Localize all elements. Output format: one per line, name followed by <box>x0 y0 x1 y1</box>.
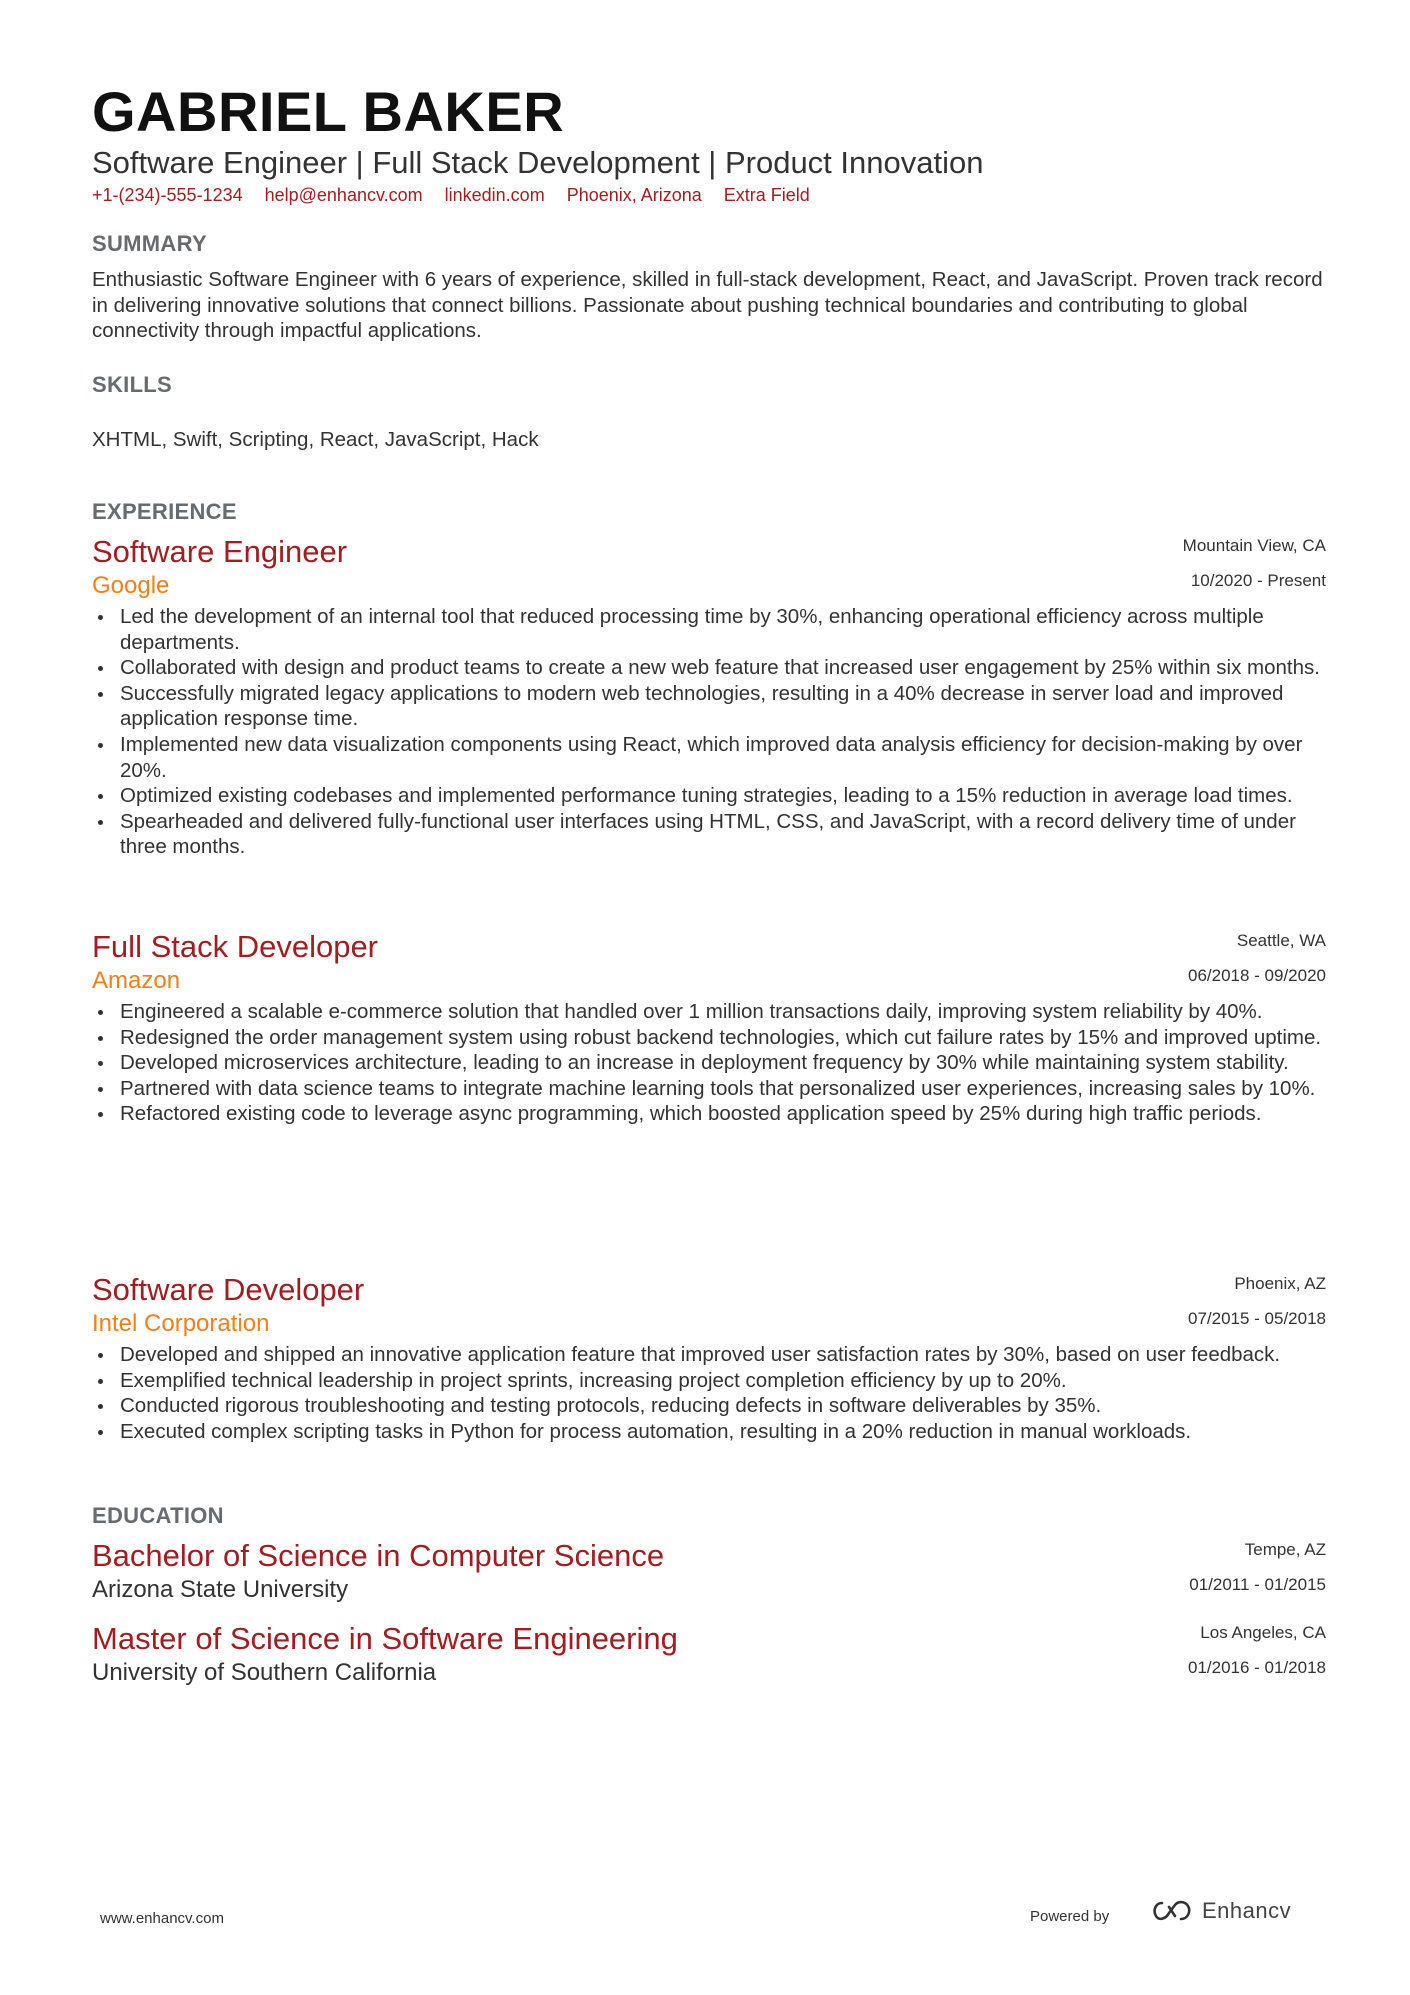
experience-heading: EXPERIENCE <box>92 499 237 524</box>
job-bullets <box>92 604 1326 860</box>
education-entry <box>92 1538 1326 1606</box>
footer-brand: Enhancv <box>1202 1898 1292 1923</box>
skills-heading: SKILLS <box>92 372 173 397</box>
contact-email[interactable]: help@enhancv.com <box>264 185 423 205</box>
summary-text: Enthusiastic Software Engineer with 6 years of experience, skilled in full-stack development, React, and JavaScript. Proven track record in delivering innovative solutions that connect billions. Passionate about pushing technical boundaries and contributing to global connectivity through impactful applications. <box>92 268 1323 343</box>
skills-text: XHTML, Swift, Scripting, React, JavaScript, Hack <box>92 428 539 451</box>
job-dates: 07/2015 - 05/2018 <box>1187 1309 1326 1328</box>
school-dates: 01/2011 - 01/2015 <box>1189 1575 1326 1594</box>
contact-phone[interactable]: +1-(234)-555-1234 <box>92 185 243 205</box>
bullet-item: Exemplified technical leadership in project sprints, increasing project completion efficiency by up to 20%. <box>92 1368 1326 1394</box>
school-location: Los Angeles, CA <box>1200 1623 1326 1642</box>
education-heading: EDUCATION <box>92 1503 224 1528</box>
contact-linkedin[interactable]: linkedin.com <box>444 185 545 205</box>
job-location: Phoenix, AZ <box>1234 1274 1326 1293</box>
bullet-item: Executed complex scripting tasks in Python for process automation, resulting in a 20% reduction in manual workloads. <box>92 1419 1326 1445</box>
headline: Software Engineer | Full Stack Development | Product Innovation <box>92 145 984 180</box>
footer-url[interactable]: www.enhancv.com <box>100 1910 224 1927</box>
school-dates: 01/2016 - 01/2018 <box>1187 1658 1326 1677</box>
job-dates: 10/2020 - Present <box>1190 571 1326 590</box>
bullet-item: Led the development of an internal tool that reduced processing time by 30%, enhancing operational efficiency across multiple departments. <box>92 604 1326 655</box>
experience-entry <box>92 1272 1326 1444</box>
bullet-item: Redesigned the order management system using robust backend technologies, which cut failure rates by 15% and improved uptime. <box>92 1025 1326 1051</box>
job-title: Software Engineer <box>92 534 348 569</box>
bullet-item: Collaborated with design and product teams to create a new web feature that increased user engagement by 25% within six months. <box>92 655 1326 681</box>
contact-list <box>92 183 810 207</box>
bullet-item: Engineered a scalable e-commerce solution that handled over 1 million transactions daily, improving system reliability by 40%. <box>92 999 1326 1025</box>
degree-title: Bachelor of Science in Computer Science <box>92 1538 665 1573</box>
footer-powered-by: Powered by <box>1030 1908 1110 1925</box>
school-location: Tempe, AZ <box>1244 1540 1326 1559</box>
bullet-item: Successfully migrated legacy applications to modern web technologies, resulting in a 40% decrease in server load and improved application response time. <box>92 681 1326 732</box>
contact-location: Phoenix, Arizona <box>566 185 702 205</box>
enhancv-logo-icon <box>1150 1899 1196 1923</box>
bullet-item: Developed microservices architecture, leading to an increase in deployment frequency by 30% while maintaining system stability. <box>92 1050 1326 1076</box>
bullet-item: Developed and shipped an innovative application feature that improved user satisfaction rates by 30%, based on user feedback. <box>92 1342 1326 1368</box>
job-company: Intel Corporation <box>92 1310 270 1337</box>
bullet-item: Optimized existing codebases and implemented performance tuning strategies, leading to a 15% reduction in average load times. <box>92 783 1326 809</box>
job-title: Full Stack Developer <box>92 929 379 964</box>
experience-entry <box>92 929 1326 1127</box>
job-location: Seattle, WA <box>1236 931 1326 950</box>
school-name: University of Southern California <box>92 1659 437 1686</box>
education-entry <box>92 1621 1326 1689</box>
job-company: Google <box>92 572 170 599</box>
experience-entry <box>92 534 1326 860</box>
degree-title: Master of Science in Software Engineering <box>92 1621 678 1656</box>
contact-extra: Extra Field <box>723 185 810 205</box>
bullet-item: Implemented new data visualization components using React, which improved data analysis efficiency for decision-making by over 20%. <box>92 732 1326 783</box>
job-company: Amazon <box>92 967 181 994</box>
footer-logo[interactable] <box>1150 1898 1291 1924</box>
bullet-item: Refactored existing code to leverage async programming, which boosted application speed by 25% during high traffic periods. <box>92 1101 1326 1127</box>
bullet-item: Spearheaded and delivered fully-functional user interfaces using HTML, CSS, and JavaScript, with a record delivery time of under three months. <box>92 809 1326 860</box>
bullet-item: Partnered with data science teams to integrate machine learning tools that personalized user experiences, increasing sales by 10%. <box>92 1076 1326 1102</box>
bullet-item: Conducted rigorous troubleshooting and testing protocols, reducing defects in software deliverables by 35%. <box>92 1393 1326 1419</box>
candidate-name: GABRIEL BAKER <box>92 80 565 143</box>
job-title: Software Developer <box>92 1272 365 1307</box>
summary-heading: SUMMARY <box>92 231 207 256</box>
school-name: Arizona State University <box>92 1576 349 1603</box>
job-bullets <box>92 1342 1326 1444</box>
job-dates: 06/2018 - 09/2020 <box>1187 966 1326 985</box>
job-bullets <box>92 999 1326 1127</box>
job-location: Mountain View, CA <box>1182 536 1326 555</box>
